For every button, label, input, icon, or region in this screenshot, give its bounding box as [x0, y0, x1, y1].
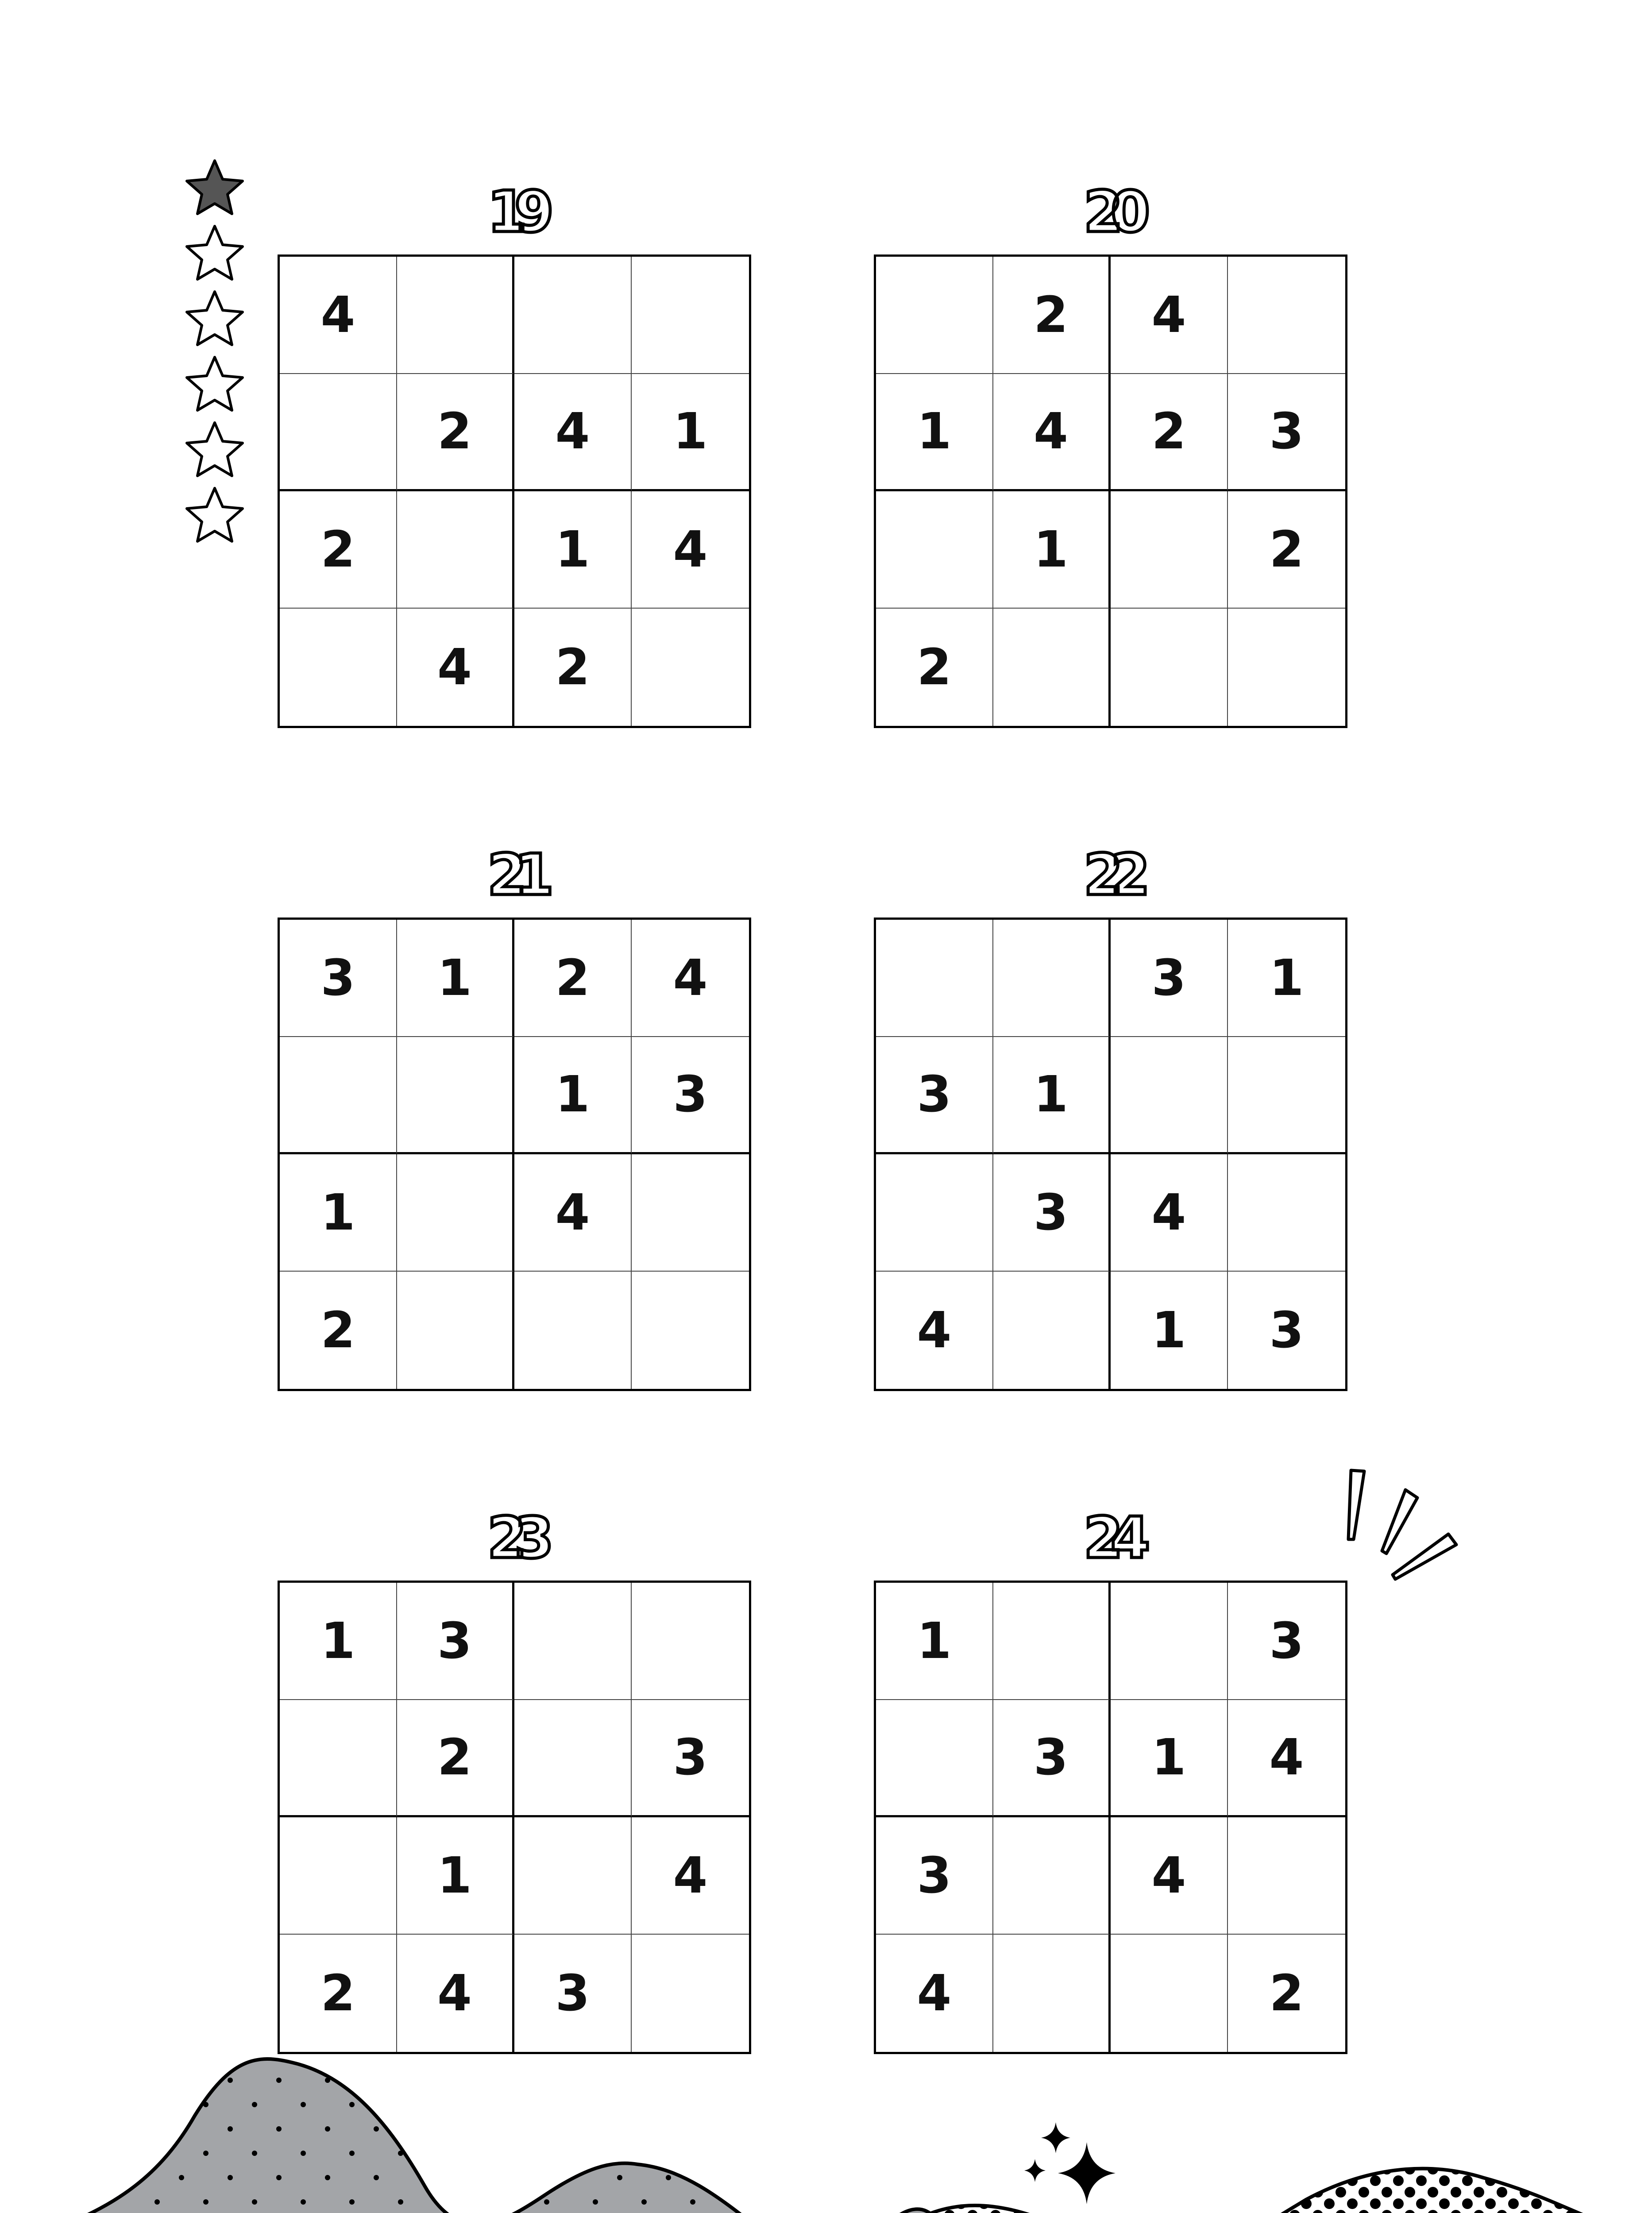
puzzle-20 — [874, 179, 1347, 728]
empty-cell[interactable] — [514, 257, 632, 374]
empty-star-icon — [181, 419, 248, 481]
given-cell: 2 — [397, 1700, 514, 1817]
empty-cell[interactable] — [876, 920, 993, 1037]
empty-cell[interactable] — [1111, 1583, 1228, 1700]
empty-cell[interactable] — [632, 1154, 749, 1272]
given-cell: 1 — [1111, 1700, 1228, 1817]
accent-lines-icon — [1348, 1470, 1456, 1579]
puzzle-22 — [874, 842, 1347, 1391]
given-cell: 4 — [1111, 1154, 1228, 1272]
empty-cell[interactable] — [1228, 1154, 1345, 1272]
puzzle-number: 23 — [487, 1505, 542, 1571]
given-cell: 3 — [397, 1583, 514, 1700]
empty-cell[interactable] — [1111, 1935, 1228, 2052]
given-cell: 4 — [280, 257, 397, 374]
empty-cell[interactable] — [1228, 1817, 1345, 1935]
given-cell: 3 — [993, 1154, 1111, 1272]
empty-cell[interactable] — [632, 1935, 749, 2052]
empty-cell[interactable] — [1228, 609, 1345, 726]
given-cell: 3 — [280, 920, 397, 1037]
empty-cell[interactable] — [397, 1037, 514, 1154]
given-cell: 3 — [1269, 1301, 1304, 1359]
given-cell: 1 — [876, 1583, 993, 1700]
given-cell: 2 — [1111, 374, 1228, 491]
given-cell: 1 — [514, 1037, 632, 1154]
given-cell: 2 — [1269, 1964, 1304, 2022]
given-cell: 2 — [397, 374, 514, 491]
sudoku-grid — [278, 918, 751, 1391]
puzzle-24 — [874, 1505, 1347, 2054]
empty-cell[interactable] — [280, 374, 397, 491]
given-cell: 1 — [1228, 920, 1345, 1037]
given-cell: 2 — [514, 920, 632, 1037]
hills-shape — [62, 2059, 952, 2213]
given-cell: 3 — [1111, 920, 1228, 1037]
empty-cell[interactable] — [993, 1935, 1111, 2052]
empty-cell[interactable] — [514, 1700, 632, 1817]
empty-star-icon — [181, 223, 248, 285]
puzzle-number: 22 — [1083, 842, 1138, 908]
empty-cell[interactable] — [397, 1154, 514, 1272]
given-cell: 4 — [632, 1817, 749, 1935]
empty-cell[interactable] — [993, 609, 1111, 726]
given-cell: 3 — [876, 1817, 993, 1935]
empty-cell[interactable] — [1228, 257, 1345, 374]
sparkle-icon — [1024, 2122, 1115, 2204]
empty-cell[interactable] — [1111, 491, 1228, 609]
given-cell: 1 — [993, 1037, 1111, 1154]
given-cell: 2 — [280, 491, 397, 609]
puzzle-number: 21 — [487, 842, 542, 908]
given-cell: 1 — [993, 491, 1111, 609]
empty-cell[interactable] — [280, 1037, 397, 1154]
sudoku-grid — [874, 918, 1347, 1391]
given-cell: 1 — [397, 920, 514, 1037]
given-cell: 4 — [993, 374, 1111, 491]
given-cell: 3 — [514, 1935, 632, 2052]
given-cell: 4 — [514, 1154, 632, 1272]
empty-cell[interactable] — [632, 1272, 749, 1389]
empty-cell[interactable] — [280, 609, 397, 726]
given-cell: 1 — [1111, 1272, 1228, 1389]
given-cell: 2 — [993, 257, 1111, 374]
difficulty-rating — [181, 157, 252, 550]
empty-cell[interactable] — [876, 1700, 993, 1817]
given-cell: 4 — [632, 920, 749, 1037]
empty-cell[interactable] — [876, 491, 993, 609]
given-cell: 1 — [280, 1583, 397, 1700]
given-cell: 4 — [397, 1935, 514, 2052]
given-cell: 3 — [632, 1037, 749, 1154]
empty-cell[interactable] — [1111, 1037, 1228, 1154]
empty-cell[interactable] — [514, 1583, 632, 1700]
given-cell: 1 — [397, 1817, 514, 1935]
given-cell: 1 — [876, 374, 993, 491]
sudoku-grid — [874, 254, 1347, 728]
sudoku-grid — [278, 254, 751, 728]
given-cell: 2 — [1228, 491, 1345, 609]
sudoku-grid — [874, 1581, 1347, 2054]
empty-cell[interactable] — [632, 1583, 749, 1700]
given-cell: 4 — [876, 1935, 993, 2052]
given-cell: 2 — [876, 609, 993, 726]
given-cell: 3 — [1228, 374, 1345, 491]
given-cell: 4 — [1111, 1817, 1228, 1935]
empty-cell[interactable] — [993, 1272, 1111, 1389]
empty-cell[interactable] — [397, 491, 514, 609]
given-cell: 2 — [514, 609, 632, 726]
given-cell: 3 — [876, 1037, 993, 1154]
given-cell: 4 — [397, 609, 514, 726]
given-cell: 2 — [280, 1272, 397, 1389]
empty-cell[interactable] — [993, 1817, 1111, 1935]
given-cell: 4 — [876, 1272, 993, 1389]
given-cell: 4 — [1111, 257, 1228, 374]
given-cell: 1 — [514, 491, 632, 609]
given-cell: 4 — [632, 491, 749, 609]
given-cell: 1 — [632, 374, 749, 491]
sudoku-grid — [278, 1581, 751, 2054]
puzzle-number: 19 — [487, 179, 542, 245]
given-cell: 4 — [1228, 1700, 1345, 1817]
given-cell: 2 — [280, 1935, 397, 2052]
empty-star-icon — [181, 288, 248, 350]
empty-cell[interactable] — [514, 1817, 632, 1935]
empty-cell[interactable] — [1228, 1037, 1345, 1154]
puzzle-number: 24 — [1083, 1505, 1138, 1571]
given-cell: 3 — [993, 1700, 1111, 1817]
puzzle-19 — [278, 179, 751, 728]
empty-cell[interactable] — [1111, 609, 1228, 726]
empty-cell[interactable] — [397, 257, 514, 374]
empty-cell[interactable] — [280, 1700, 397, 1817]
empty-cell[interactable] — [876, 257, 993, 374]
empty-cell[interactable] — [397, 1272, 514, 1389]
empty-cell[interactable] — [993, 920, 1111, 1037]
given-cell: 3 — [1228, 1583, 1345, 1700]
puzzle-21 — [278, 842, 751, 1391]
empty-cell[interactable] — [632, 609, 749, 726]
empty-star-icon — [181, 354, 248, 416]
empty-star-icon — [181, 485, 248, 547]
empty-cell[interactable] — [280, 1817, 397, 1935]
wave-band-shape — [921, 2169, 1589, 2213]
filled-star-icon — [181, 157, 248, 219]
empty-cell[interactable] — [514, 1272, 632, 1389]
empty-cell[interactable] — [632, 257, 749, 374]
given-cell: 1 — [280, 1154, 397, 1272]
empty-cell[interactable] — [876, 1154, 993, 1272]
empty-cell[interactable] — [993, 1583, 1111, 1700]
puzzle-23 — [278, 1505, 751, 2054]
puzzle-number: 20 — [1083, 179, 1138, 245]
given-cell: 3 — [632, 1700, 749, 1817]
given-cell: 4 — [514, 374, 632, 491]
